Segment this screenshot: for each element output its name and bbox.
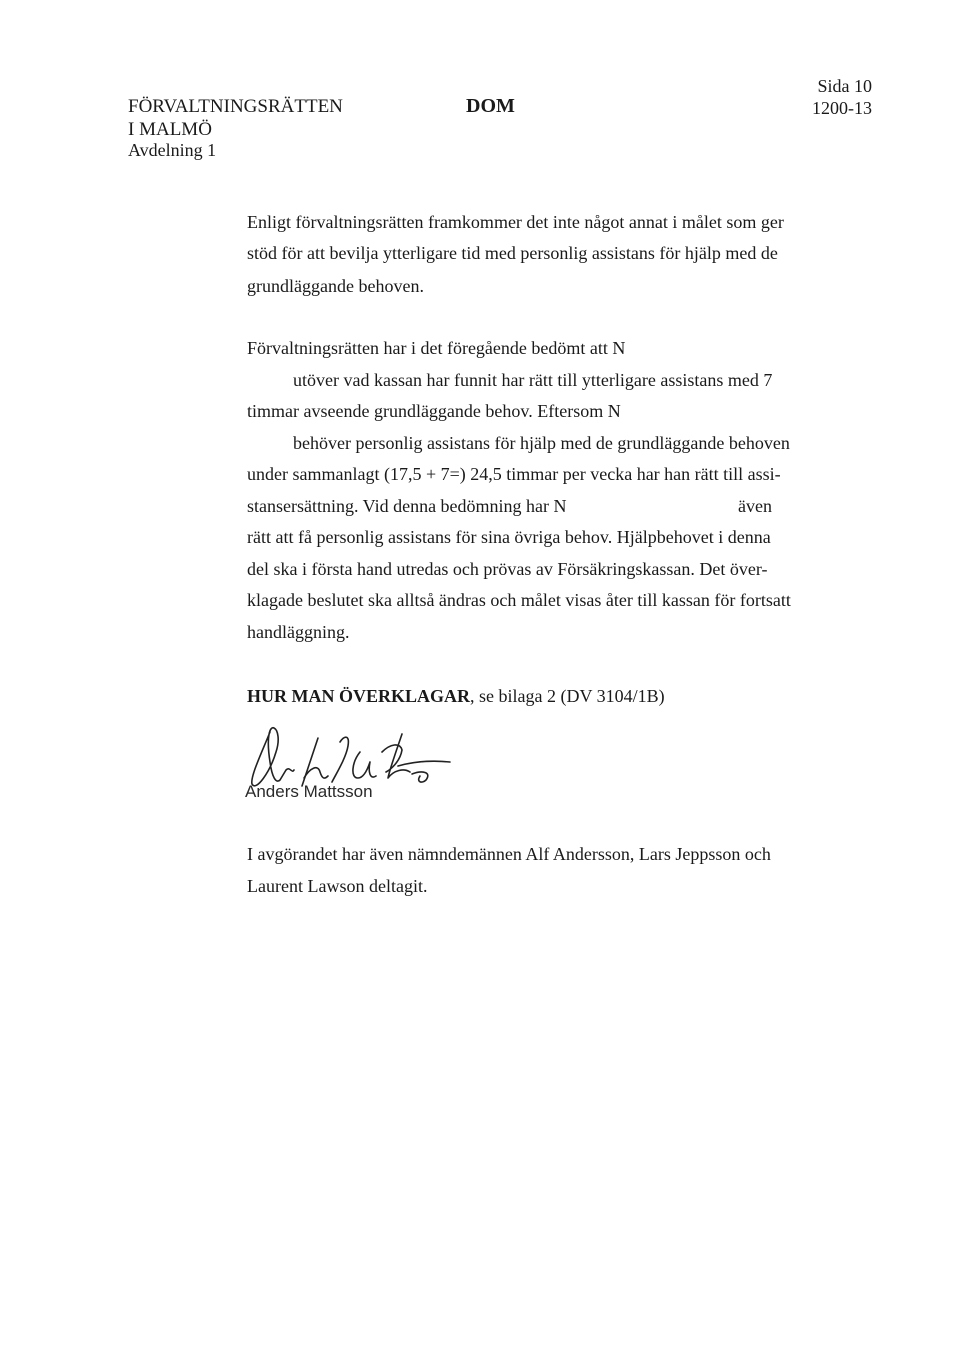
appeal-reference: , se bilaga 2 (DV 3104/1B) [470,686,665,706]
closing-line: Laurent Lawson deltagit. [247,876,428,896]
paragraph2-line: under sammanlagt (17,5 + 7=) 24,5 timmar per vecka har han rätt till assi- [247,464,781,484]
court-name: FÖRVALTNINGSRÄTTEN [128,96,343,117]
paragraph2-line: del ska i första hand utredas och prövas av Försäkringskassan. Det över- [247,559,768,579]
paragraph2-line: stansersättning. Vid denna bedömning har N [247,496,567,516]
paragraph1-line: grundläggande behoven. [247,276,424,296]
paragraph1-line: stöd för att bevilja ytterligare tid med personlig assistans för hjälp med de [247,243,778,263]
closing-line: I avgörandet har även nämndemännen Alf Andersson, Lars Jeppsson och [247,844,771,864]
paragraph2-line: Förvaltningsrätten har i det föregående bedömt att N [247,338,626,358]
signer-name: Anders Mattsson [245,782,373,801]
paragraph2-line: timmar avseende grundläggande behov. Eftersom N [247,401,621,421]
paragraph2-line: utöver vad kassan har funnit har rätt till ytterligare assistans med 7 [293,370,773,390]
appeal-instructions [247,685,665,707]
paragraph2-line: rätt att få personlig assistans för sina övriga behov. Hjälpbehovet i denna [247,527,771,547]
division: Avdelning 1 [128,140,217,160]
paragraph2-line: behöver personlig assistans för hjälp med de grundläggande behoven [293,433,790,453]
document-type: DOM [466,95,515,117]
court-city: I MALMÖ [128,119,212,140]
paragraph2-line: klagade beslutet ska alltså ändras och målet visas åter till kassan för fortsatt [247,590,791,610]
paragraph2-line: även [738,496,772,516]
appeal-heading: HUR MAN ÖVERKLAGAR [247,686,470,706]
case-number: 1200-13 [812,98,872,118]
page-number: Sida 10 [817,76,872,96]
paragraph1-line: Enligt förvaltningsrätten framkommer det inte något annat i målet som ger [247,212,784,232]
paragraph2-line: handläggning. [247,622,350,642]
